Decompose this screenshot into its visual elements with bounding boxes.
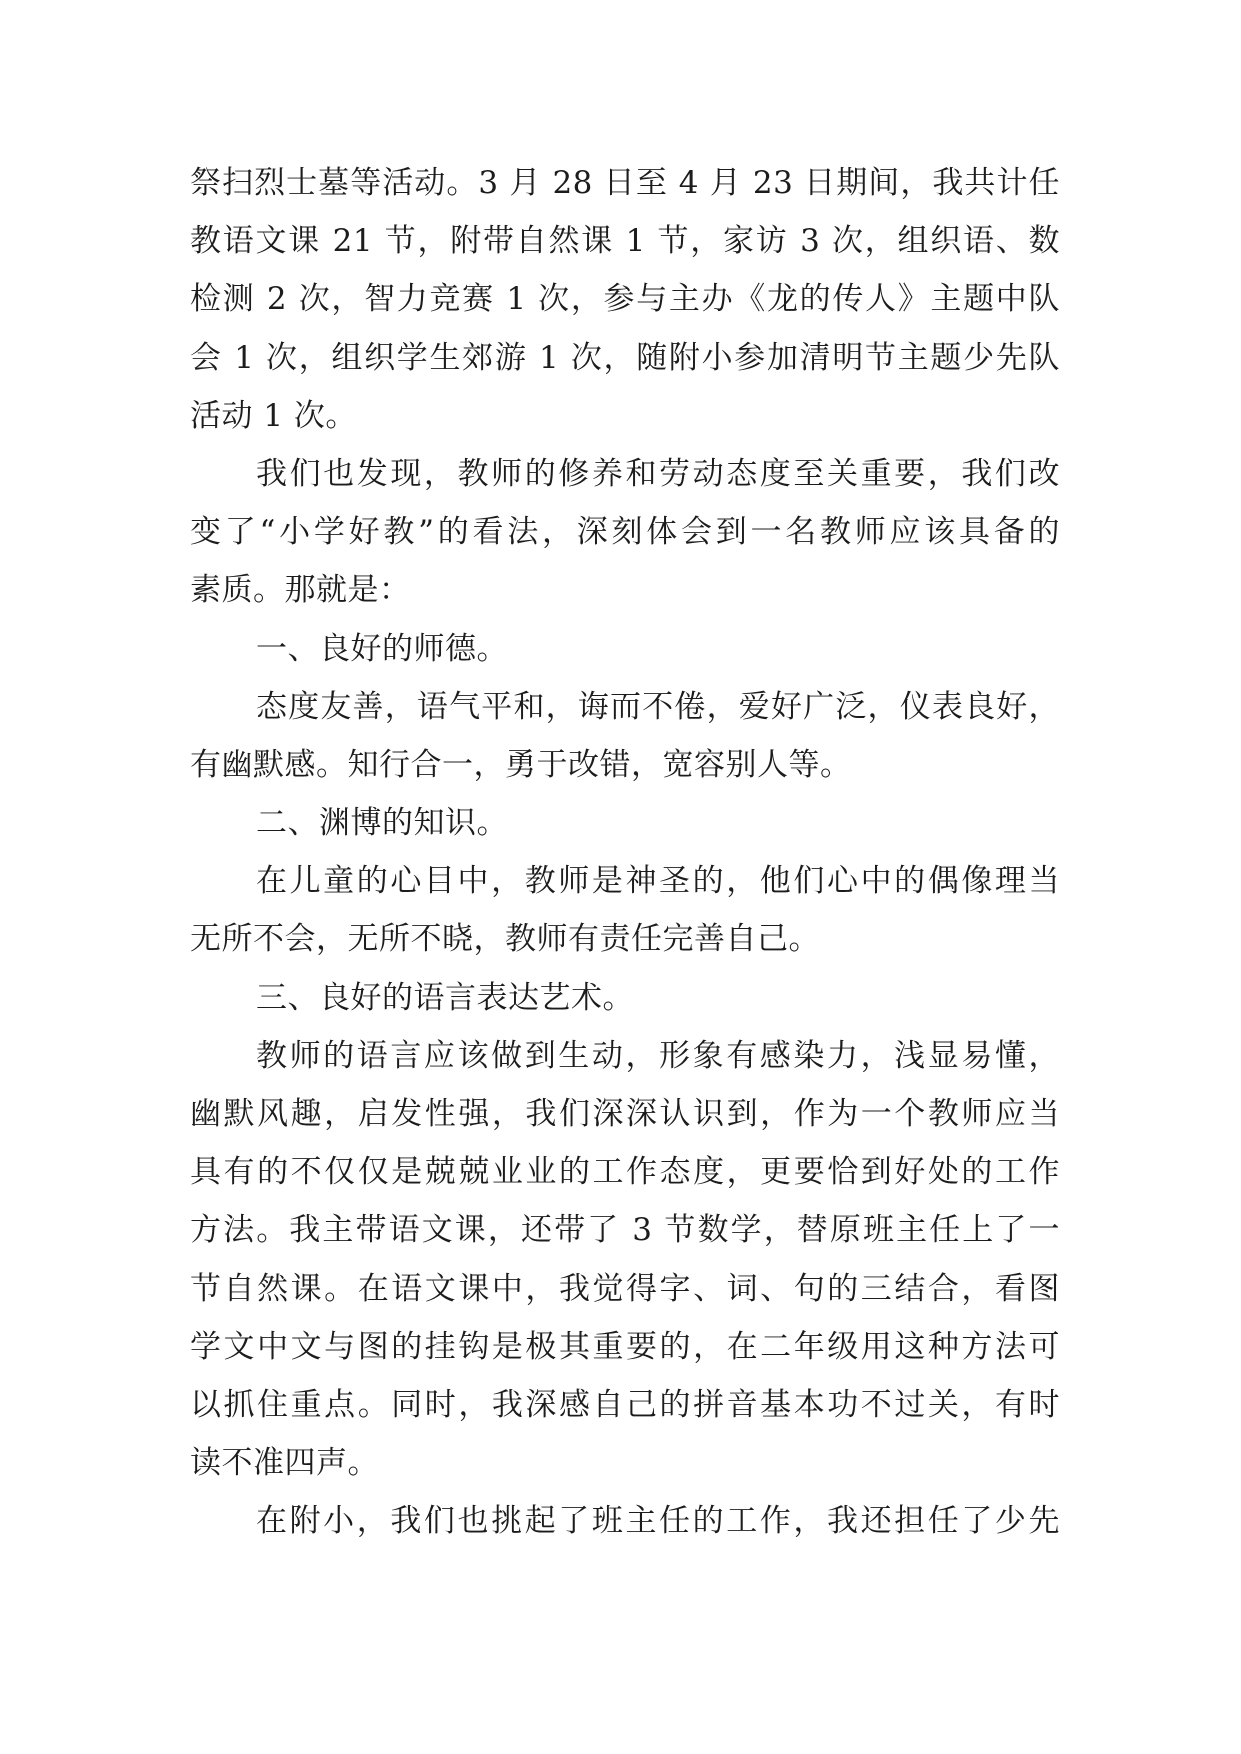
text-line: 有幽默感。知行合一，勇于改错，宽容别人等。 (190, 746, 852, 783)
text-line: 无所不会，无所不晓，教师有责任完善自己。 (190, 921, 820, 958)
text-line: 以抓住重点。同时，我深感自己的拼音基本功不过关，有时 (190, 1386, 1060, 1423)
text-line: 素质。那就是： (190, 572, 411, 609)
text-line: 活动 1 次。 (190, 397, 357, 434)
text-line: 在附小，我们也挑起了班主任的工作，我还担任了少先 (256, 1503, 1060, 1540)
text-line: 学文中文与图的挂钩是极其重要的，在二年级用这种方法可 (190, 1328, 1060, 1365)
text-line: 二、渊博的知识。 (256, 805, 508, 842)
text-line: 读不准四声。 (190, 1445, 379, 1482)
text-line: 教师的语言应该做到生动，形象有感染力，浅显易懂， (256, 1037, 1060, 1074)
text-line: 教语文课 21 节，附带自然课 1 节，家访 3 次，组织语、数 (190, 223, 1060, 260)
text-line: 幽默风趣，启发性强，我们深深认识到，作为一个教师应当 (190, 1096, 1060, 1132)
body-text (190, 154, 1060, 1551)
text-line: 一、良好的师德。 (256, 630, 508, 667)
text-line: 祭扫烈士墓等活动。3 月 28 日至 4 月 23 日期间，我共计任 (190, 165, 1060, 201)
text-line: 具有的不仅仅是兢兢业业的工作态度，更要恰到好处的工作 (190, 1154, 1060, 1191)
text-line: 变了“小学好教”的看法，深刻体会到一名教师应该具备的 (190, 514, 1060, 551)
text-line: 会 1 次，组织学生郊游 1 次，随附小参加清明节主题少先队 (190, 339, 1060, 376)
text-line: 方法。我主带语文课，还带了 3 节数学，替原班主任上了一 (190, 1212, 1060, 1249)
text-line: 三、良好的语言表达艺术。 (256, 979, 634, 1016)
text-line: 节自然课。在语文课中，我觉得字、词、句的三结合，看图 (190, 1270, 1060, 1307)
text-line: 态度友善，语气平和，诲而不倦，爱好广泛，仪表良好， (256, 688, 1060, 725)
text-line: 检测 2 次，智力竞赛 1 次，参与主办《龙的传人》主题中队 (190, 281, 1060, 318)
text-line: 在儿童的心目中，教师是神圣的，他们心中的偶像理当 (256, 863, 1060, 900)
text-line: 我们也发现，教师的修养和劳动态度至关重要，我们改 (256, 455, 1060, 492)
